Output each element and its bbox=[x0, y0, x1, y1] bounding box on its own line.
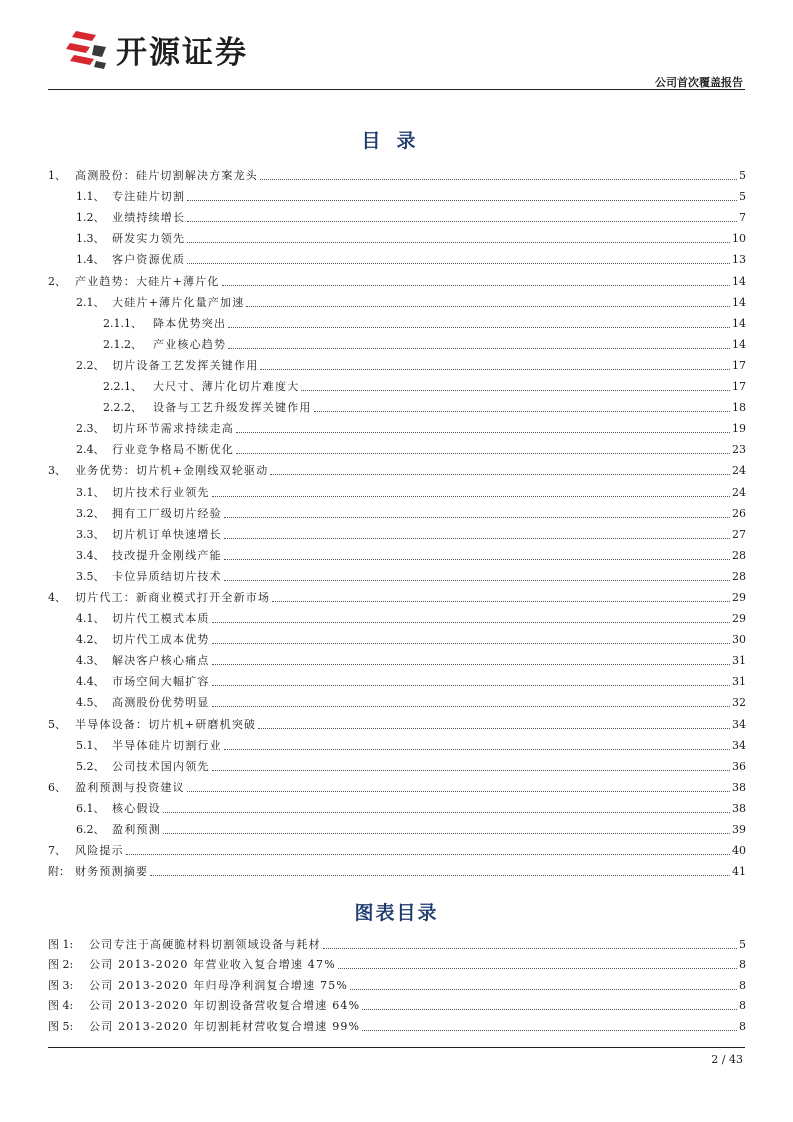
entry-number: 2.2、 bbox=[76, 358, 105, 372]
entry-number: 5、 bbox=[48, 717, 66, 731]
dot-leader bbox=[272, 601, 730, 602]
dot-leader bbox=[224, 749, 730, 750]
entry-number: 2.1.2、 bbox=[103, 337, 142, 351]
entry-number: 2.1、 bbox=[76, 295, 105, 309]
dot-leader bbox=[323, 948, 737, 949]
entry-page: 14 bbox=[732, 337, 746, 351]
toc-entry[interactable] bbox=[48, 795, 746, 816]
footer-divider bbox=[48, 1047, 745, 1048]
entry-number: 5.2、 bbox=[76, 759, 105, 773]
entry-page: 40 bbox=[732, 844, 746, 858]
toc-entry[interactable] bbox=[48, 774, 746, 795]
dot-leader bbox=[126, 854, 730, 855]
entry-page: 28 bbox=[732, 569, 746, 583]
entry-page: 24 bbox=[732, 464, 746, 478]
dot-leader bbox=[258, 728, 730, 729]
entry-number: 4.5、 bbox=[76, 696, 105, 710]
entry-page: 13 bbox=[732, 253, 746, 267]
dot-leader bbox=[236, 453, 730, 454]
entry-page: 5 bbox=[739, 169, 746, 183]
figure-entry[interactable] bbox=[48, 952, 746, 973]
toc-entry[interactable] bbox=[48, 521, 746, 542]
toc-entry[interactable] bbox=[48, 289, 746, 310]
entry-label: 盈利预测与投资建议 bbox=[75, 780, 185, 794]
entry-number: 4.3、 bbox=[76, 654, 105, 668]
entry-page: 14 bbox=[732, 274, 746, 288]
entry-label: 切片设备工艺发挥关键作用 bbox=[112, 358, 259, 372]
toc-entry[interactable] bbox=[48, 647, 746, 668]
entry-number: 4.1、 bbox=[76, 612, 105, 626]
entry-page: 8 bbox=[739, 999, 746, 1012]
dot-leader bbox=[150, 875, 730, 876]
toc-entry[interactable] bbox=[48, 837, 746, 858]
toc-entry[interactable] bbox=[48, 246, 746, 267]
entry-label: 切片环节需求持续走高 bbox=[112, 422, 234, 436]
entry-page: 7 bbox=[739, 211, 746, 225]
entry-number: 3.5、 bbox=[76, 569, 105, 583]
dot-leader bbox=[212, 770, 730, 771]
entry-page: 34 bbox=[732, 738, 746, 752]
dot-leader bbox=[163, 812, 730, 813]
entry-number: 图 1: bbox=[48, 937, 74, 951]
brand-name: 开源证券 bbox=[116, 34, 248, 71]
toc-entry[interactable] bbox=[48, 710, 746, 731]
dot-leader bbox=[212, 643, 730, 644]
entry-page: 32 bbox=[732, 696, 746, 710]
entry-label: 业务优势：切片机+金刚线双轮驱动 bbox=[75, 464, 269, 478]
figure-list-title: 图表目录 bbox=[354, 902, 439, 924]
entry-page: 19 bbox=[732, 422, 746, 436]
entry-label: 降本优势突出 bbox=[153, 316, 227, 330]
entry-page: 38 bbox=[732, 801, 746, 815]
toc-entry[interactable] bbox=[48, 563, 746, 584]
entry-label: 拥有工厂级切片经验 bbox=[112, 506, 222, 520]
dot-leader bbox=[338, 968, 737, 969]
dot-leader bbox=[228, 348, 730, 349]
entry-label: 市场空间大幅扩容 bbox=[112, 675, 210, 689]
figure-entry[interactable] bbox=[48, 1013, 746, 1034]
entry-number: 1.2、 bbox=[76, 211, 105, 225]
entry-page: 14 bbox=[732, 316, 746, 330]
dot-leader bbox=[260, 179, 737, 180]
entry-label: 技改提升金刚线产能 bbox=[112, 548, 222, 562]
toc-entry[interactable] bbox=[48, 689, 746, 710]
dot-leader bbox=[350, 989, 737, 990]
brand-logo bbox=[66, 26, 248, 72]
report-type: 公司首次覆盖报告 bbox=[655, 76, 743, 89]
entry-label: 盈利预测 bbox=[112, 823, 161, 836]
toc-entry[interactable] bbox=[48, 478, 746, 499]
entry-number: 1.4、 bbox=[76, 253, 105, 267]
entry-number: 2.2.1、 bbox=[103, 380, 142, 394]
entry-page: 18 bbox=[732, 401, 746, 415]
entry-page: 27 bbox=[732, 527, 746, 541]
entry-page: 5 bbox=[739, 190, 746, 204]
dot-leader bbox=[362, 1030, 737, 1031]
toc-entry[interactable] bbox=[48, 457, 746, 478]
entry-label: 大硅片+薄片化量产加速 bbox=[112, 295, 245, 309]
entry-number: 2.1.1、 bbox=[103, 316, 142, 330]
page-number: 2 / 43 bbox=[711, 1053, 743, 1066]
entry-label: 高测股份：硅片切割解决方案龙头 bbox=[75, 169, 258, 183]
dot-leader bbox=[222, 285, 730, 286]
entry-page: 8 bbox=[739, 978, 746, 992]
entry-number: 3.3、 bbox=[76, 527, 105, 541]
toc-entry[interactable] bbox=[48, 204, 746, 225]
dot-leader bbox=[246, 306, 730, 307]
entry-label: 公司 2013-2020 年营业收入复合增速 47% bbox=[89, 958, 336, 971]
entry-page: 24 bbox=[732, 485, 746, 499]
toc-entry[interactable] bbox=[48, 542, 746, 563]
entry-page: 8 bbox=[739, 958, 746, 971]
figure-entry[interactable] bbox=[48, 993, 746, 1014]
entry-label: 研发实力领先 bbox=[112, 232, 186, 246]
entry-label: 切片代工成本优势 bbox=[112, 633, 210, 647]
entry-page: 8 bbox=[739, 1019, 746, 1033]
dot-leader bbox=[163, 833, 730, 834]
dot-leader bbox=[314, 411, 730, 412]
entry-page: 28 bbox=[732, 548, 746, 562]
entry-page: 34 bbox=[732, 717, 746, 731]
entry-page: 29 bbox=[732, 590, 746, 604]
entry-label: 切片代工：新商业模式打开全新市场 bbox=[75, 590, 271, 604]
entry-number: 2.2.2、 bbox=[103, 401, 142, 415]
dot-leader bbox=[187, 791, 730, 792]
entry-label: 客户资源优质 bbox=[112, 253, 186, 267]
entry-number: 图 3: bbox=[48, 978, 74, 992]
entry-page: 23 bbox=[732, 443, 746, 457]
entry-label: 公司 2013-2020 年切割耗材营收复合增速 99% bbox=[89, 1019, 361, 1033]
entry-label: 高测股份优势明显 bbox=[112, 696, 210, 710]
toc-entry[interactable] bbox=[48, 605, 746, 626]
entry-number: 3.1、 bbox=[76, 485, 105, 499]
entry-label: 产业核心趋势 bbox=[153, 337, 227, 351]
entry-number: 附： bbox=[48, 865, 70, 879]
entry-label: 公司专注于高硬脆材料切割领域设备与耗材 bbox=[89, 937, 321, 951]
toc-entry[interactable] bbox=[48, 858, 746, 879]
dot-leader bbox=[224, 580, 730, 581]
entry-page: 17 bbox=[732, 380, 746, 394]
toc-entry[interactable] bbox=[48, 415, 746, 436]
dot-leader bbox=[212, 496, 730, 497]
entry-number: 2.4、 bbox=[76, 443, 105, 457]
entry-page: 36 bbox=[732, 759, 746, 773]
entry-number: 图 5: bbox=[48, 1019, 74, 1033]
entry-label: 解决客户核心痛点 bbox=[112, 654, 210, 668]
toc-entry[interactable] bbox=[48, 352, 746, 373]
toc-entry[interactable] bbox=[48, 436, 746, 457]
entry-label: 财务预测摘要 bbox=[75, 865, 149, 879]
toc-entry[interactable] bbox=[48, 373, 746, 394]
entry-label: 专注硅片切割 bbox=[112, 190, 186, 204]
figure-entry[interactable] bbox=[48, 931, 746, 952]
toc-entry[interactable] bbox=[48, 162, 746, 183]
entry-number: 3、 bbox=[48, 464, 66, 478]
entry-label: 卡位异质结切片技术 bbox=[112, 569, 222, 583]
dot-leader bbox=[236, 432, 730, 433]
dot-leader bbox=[187, 263, 730, 264]
entry-label: 公司技术国内领先 bbox=[112, 759, 210, 773]
dot-leader bbox=[260, 369, 730, 370]
entry-page: 26 bbox=[732, 506, 746, 520]
figure-entry[interactable] bbox=[48, 972, 746, 993]
entry-number: 6、 bbox=[48, 780, 66, 794]
entry-page: 14 bbox=[732, 295, 746, 309]
dot-leader bbox=[301, 390, 730, 391]
entry-page: 31 bbox=[732, 654, 746, 668]
dot-leader bbox=[224, 517, 730, 518]
entry-label: 设备与工艺升级发挥关键作用 bbox=[153, 401, 312, 415]
toc-entry[interactable] bbox=[48, 394, 746, 415]
brand-logo-icon bbox=[66, 27, 108, 71]
entry-label: 核心假设 bbox=[112, 801, 161, 815]
dot-leader bbox=[228, 327, 730, 328]
entry-page: 17 bbox=[732, 358, 746, 372]
entry-number: 2.3、 bbox=[76, 422, 105, 436]
entry-number: 6.1、 bbox=[76, 801, 105, 815]
dot-leader bbox=[212, 685, 730, 686]
entry-label: 切片技术行业领先 bbox=[112, 485, 210, 499]
toc-entry[interactable] bbox=[48, 732, 746, 753]
dot-leader bbox=[212, 706, 730, 707]
toc-title: 目录 bbox=[361, 130, 432, 152]
entry-number: 3.4、 bbox=[76, 548, 105, 562]
entry-number: 5.1、 bbox=[76, 738, 105, 752]
toc-entry[interactable] bbox=[48, 626, 746, 647]
entry-number: 图 4: bbox=[48, 999, 74, 1012]
dot-leader bbox=[187, 200, 737, 201]
entry-label: 风险提示 bbox=[75, 844, 124, 858]
entry-number: 4、 bbox=[48, 590, 66, 604]
entry-number: 4.4、 bbox=[76, 675, 105, 689]
dot-leader bbox=[212, 622, 730, 623]
dot-leader bbox=[362, 1009, 737, 1010]
entry-number: 1.3、 bbox=[76, 232, 105, 246]
toc-entry[interactable] bbox=[48, 225, 746, 246]
dot-leader bbox=[212, 664, 730, 665]
entry-label: 公司 2013-2020 年归母净利润复合增速 75% bbox=[89, 978, 349, 992]
entry-label: 公司 2013-2020 年切割设备营收复合增速 64% bbox=[89, 999, 361, 1012]
entry-number: 3.2、 bbox=[76, 506, 105, 520]
dot-leader bbox=[224, 559, 730, 560]
toc-entry[interactable] bbox=[48, 183, 746, 204]
entry-page: 38 bbox=[732, 780, 746, 794]
entry-label: 半导体设备：切片机+研磨机突破 bbox=[75, 717, 257, 731]
dot-leader bbox=[224, 538, 730, 539]
toc-entry[interactable] bbox=[48, 584, 746, 605]
entry-page: 39 bbox=[732, 823, 746, 836]
toc-list bbox=[48, 162, 746, 879]
dot-leader bbox=[270, 474, 730, 475]
entry-number: 6.2、 bbox=[76, 823, 105, 836]
entry-page: 10 bbox=[732, 232, 746, 246]
entry-label: 半导体硅片切割行业 bbox=[112, 738, 222, 752]
dot-leader bbox=[187, 221, 737, 222]
entry-page: 5 bbox=[739, 937, 746, 951]
entry-number: 7、 bbox=[48, 844, 66, 858]
header-divider bbox=[48, 89, 745, 90]
toc-entry[interactable] bbox=[48, 331, 746, 352]
entry-label: 大尺寸、薄片化切片难度大 bbox=[153, 380, 300, 394]
entry-page: 30 bbox=[732, 633, 746, 647]
entry-page: 31 bbox=[732, 675, 746, 689]
entry-number: 图 2: bbox=[48, 958, 74, 971]
toc-entry[interactable] bbox=[48, 267, 746, 288]
entry-label: 业绩持续增长 bbox=[112, 211, 186, 225]
toc-entry[interactable] bbox=[48, 310, 746, 331]
entry-page: 41 bbox=[732, 865, 746, 879]
entry-label: 行业竞争格局不断优化 bbox=[112, 443, 234, 457]
toc-entry[interactable] bbox=[48, 668, 746, 689]
entry-number: 1.1、 bbox=[76, 190, 105, 204]
toc-entry[interactable] bbox=[48, 500, 746, 521]
toc-entry[interactable] bbox=[48, 753, 746, 774]
entry-label: 切片代工模式本质 bbox=[112, 612, 210, 626]
figure-list bbox=[48, 931, 746, 1034]
entry-number: 1、 bbox=[48, 169, 66, 183]
toc-entry[interactable] bbox=[48, 816, 746, 837]
entry-label: 切片机订单快速增长 bbox=[112, 527, 222, 541]
entry-label: 产业趋势：大硅片+薄片化 bbox=[75, 274, 220, 288]
dot-leader bbox=[187, 242, 730, 243]
entry-number: 2、 bbox=[48, 274, 66, 288]
entry-page: 29 bbox=[732, 612, 746, 626]
entry-number: 4.2、 bbox=[76, 633, 105, 647]
